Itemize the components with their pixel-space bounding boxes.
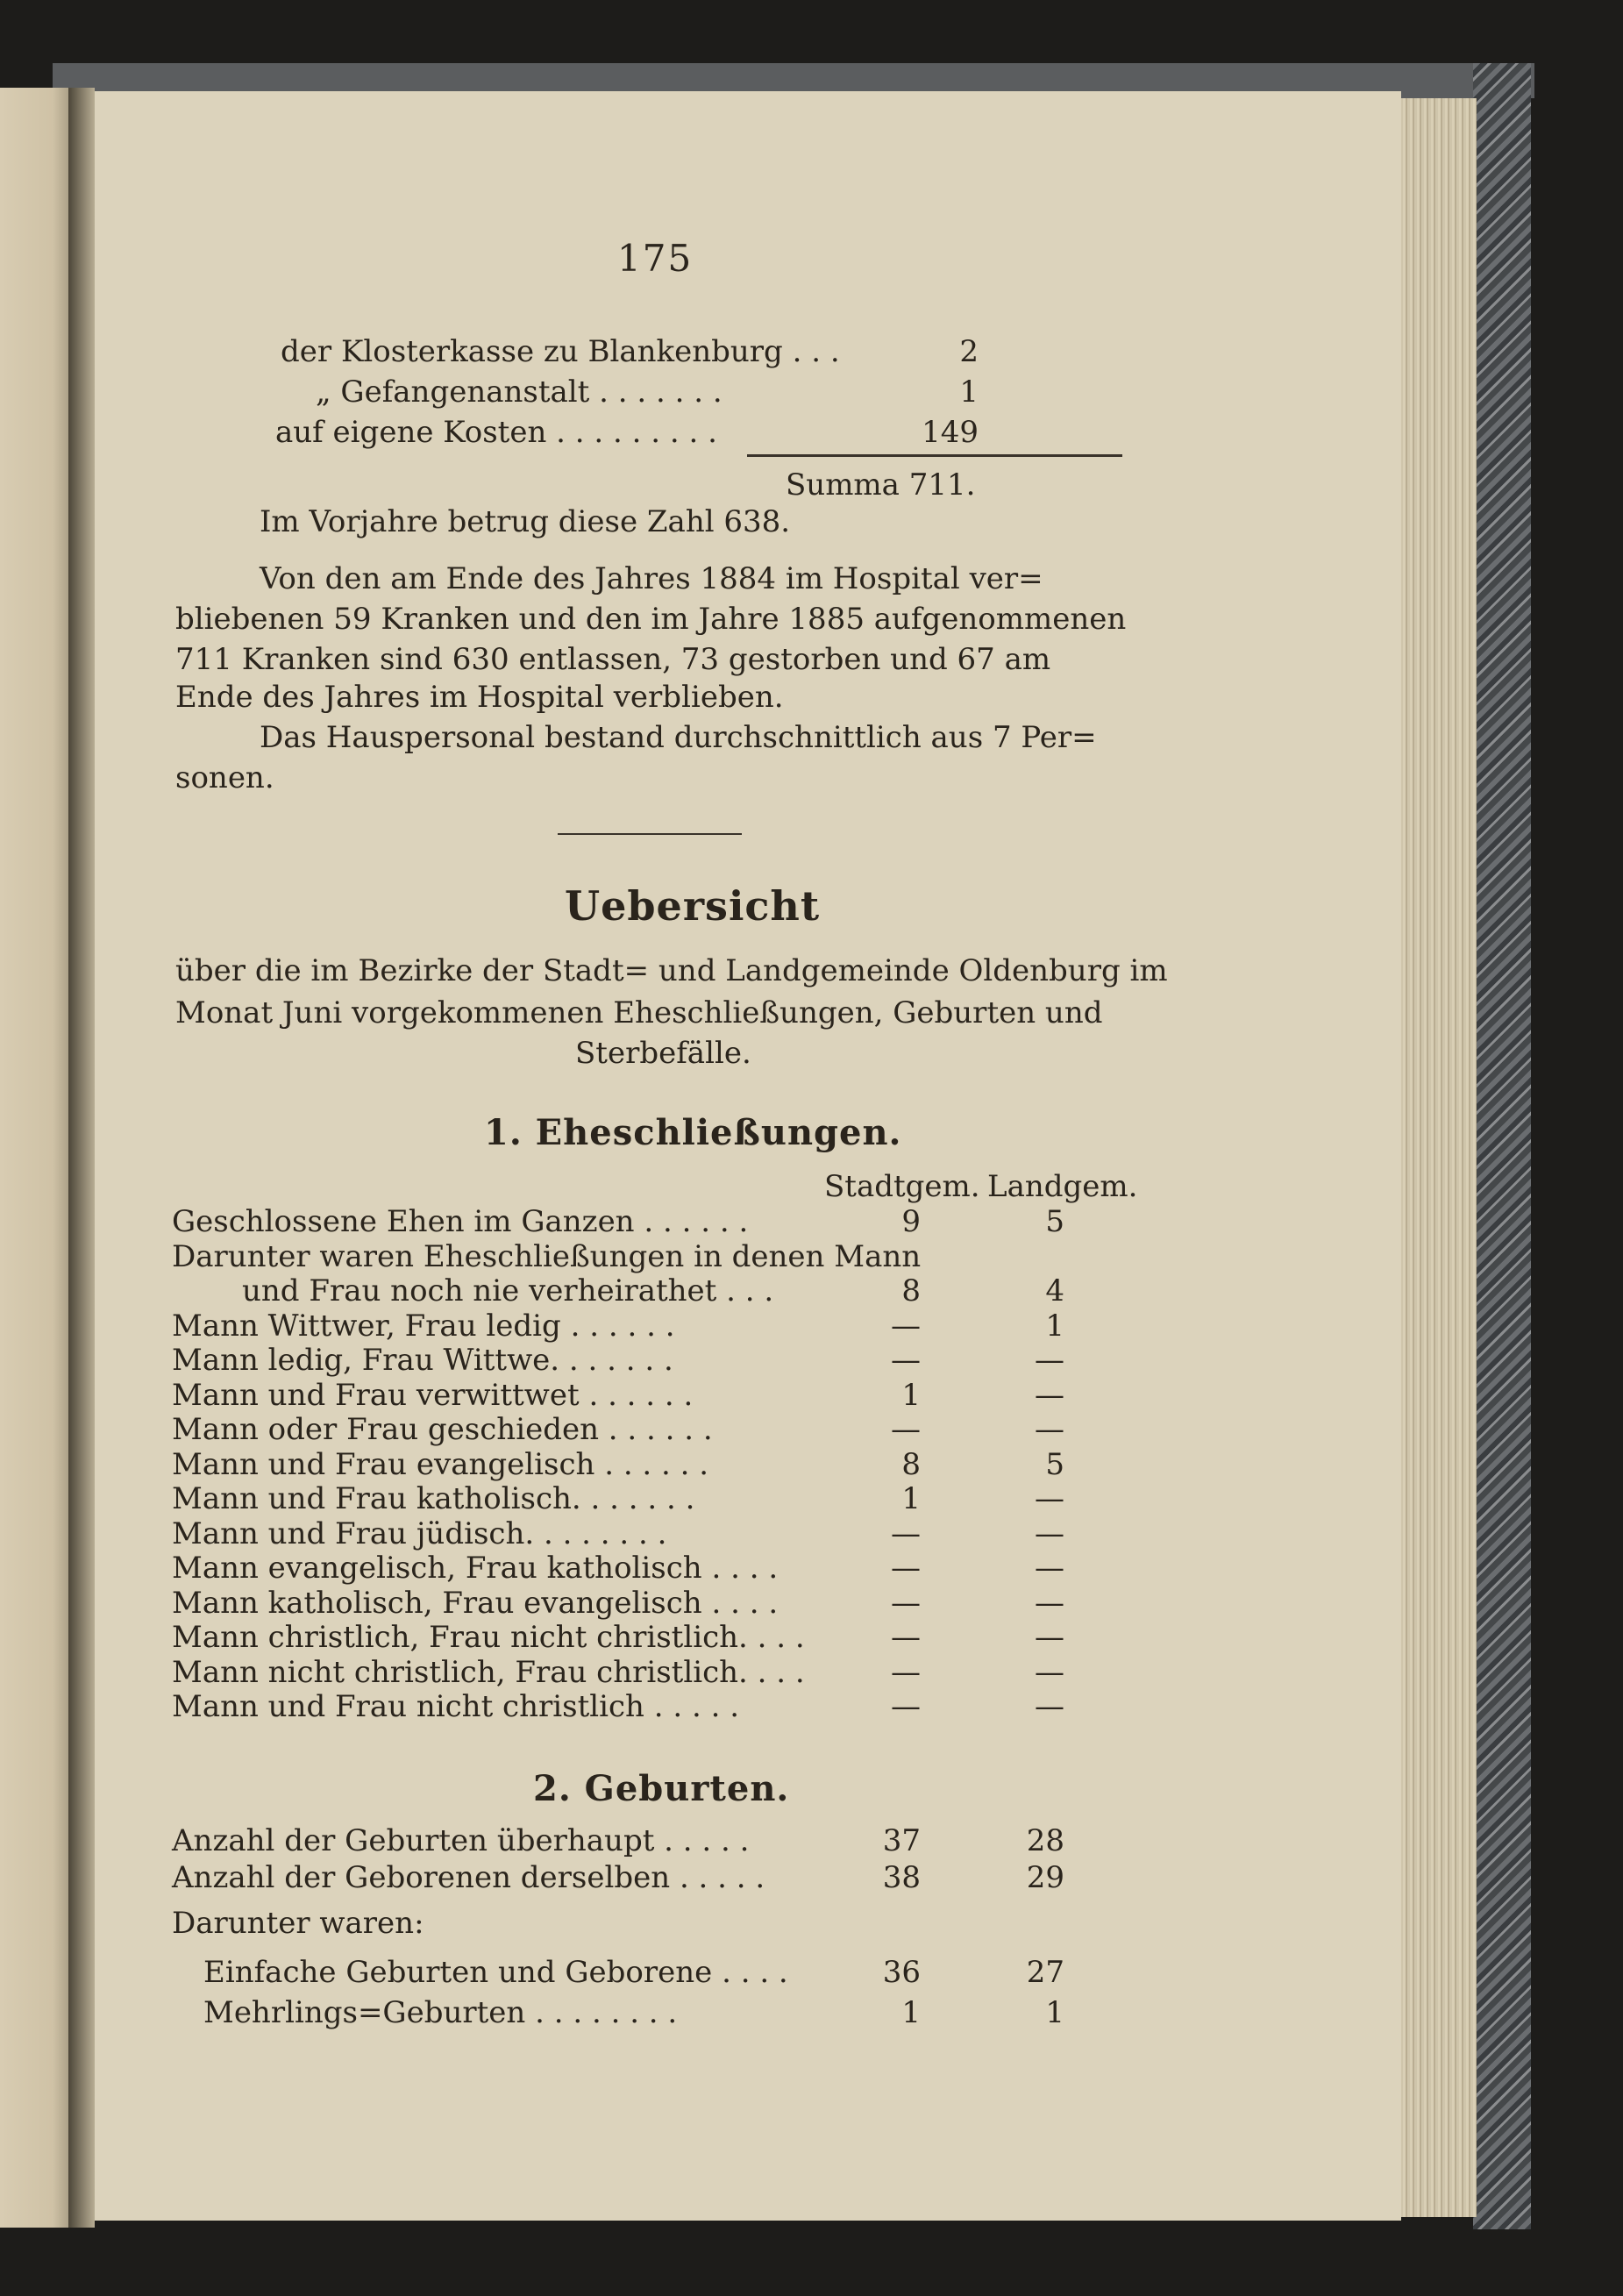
table-cell-stadt: — — [891, 1689, 921, 1724]
table-cell-stadt: — — [891, 1515, 921, 1551]
table-cell-stadt: 9 — [901, 1204, 921, 1239]
table-cell-stadt: — — [891, 1551, 921, 1586]
table-cell-land: — — [1035, 1481, 1064, 1516]
table-cell-land: — — [1035, 1551, 1064, 1586]
page-edges — [1396, 98, 1477, 2217]
table-row-label: Einfache Geburten und Geborene . . . . — [203, 1955, 788, 1990]
table-row-label: Anzahl der Geborenen derselben . . . . . — [172, 1860, 765, 1895]
list-item-value: 149 — [922, 415, 979, 450]
table-cell-stadt: — — [891, 1343, 921, 1378]
darunter-label: Darunter waren: — [172, 1906, 424, 1941]
list-item-label: auf eigene Kosten . . . . . . . . . — [275, 415, 717, 450]
spine-shadow — [68, 88, 95, 2228]
section-heading: 1. Eheschließungen. — [484, 1112, 902, 1153]
table-row-label: Darunter waren Eheschließungen in denen Mann — [172, 1238, 922, 1274]
table-cell-land: 1 — [1045, 1308, 1064, 1344]
table-cell-land: — — [1035, 1620, 1064, 1655]
book-cover-edge — [1473, 63, 1531, 2229]
table-cell-land: 5 — [1045, 1446, 1064, 1482]
table-cell-stadt: — — [891, 1654, 921, 1690]
table-cell-stadt: 1 — [901, 1995, 921, 2030]
table-row-label: Mann evangelisch, Frau katholisch . . . . — [172, 1551, 779, 1586]
table-cell-land: 4 — [1045, 1273, 1064, 1308]
table-cell-stadt: 36 — [882, 1955, 921, 1990]
column-header: Stadtgem. — [824, 1169, 980, 1204]
table-row-label: Mehrlings=Geburten . . . . . . . . — [203, 1995, 678, 2030]
subtitle-line: über die im Bezirke der Stadt= und Landgemeinde Oldenburg im — [175, 953, 1168, 988]
list-item-value: 2 — [959, 334, 979, 369]
subtitle-line: Sterbefälle. — [575, 1036, 751, 1071]
table-cell-stadt: 8 — [901, 1273, 921, 1308]
paragraph-line: sonen. — [175, 760, 274, 795]
list-item-label: „ Gefangenanstalt . . . . . . . — [316, 374, 723, 410]
table-row-label: Mann und Frau verwittwet . . . . . . — [172, 1377, 694, 1413]
paragraph-line: Ende des Jahres im Hospital verblieben. — [175, 680, 784, 715]
paragraph-line: Von den am Ende des Jahres 1884 im Hospital ver= — [260, 561, 1043, 596]
divider — [558, 833, 742, 835]
table-row-label: Mann christlich, Frau nicht christlich. . . . — [172, 1620, 805, 1655]
paragraph-line: Das Hauspersonal bestand durchschnittlich aus 7 Per= — [260, 720, 1097, 755]
table-row-label: und Frau noch nie verheirathet . . . — [242, 1273, 774, 1308]
table-cell-land: — — [1035, 1689, 1064, 1724]
table-cell-stadt: 38 — [882, 1860, 921, 1895]
table-cell-land: 27 — [1026, 1955, 1064, 1990]
table-cell-land: 5 — [1045, 1204, 1064, 1239]
list-item-label: der Klosterkasse zu Blankenburg . . . — [281, 334, 840, 369]
table-cell-stadt: 37 — [882, 1823, 921, 1858]
table-cell-land: — — [1035, 1343, 1064, 1378]
table-row-label: Mann und Frau jüdisch. . . . . . . . — [172, 1515, 667, 1551]
table-cell-stadt: 1 — [901, 1377, 921, 1413]
table-cell-land: — — [1035, 1377, 1064, 1413]
table-row-label: Mann und Frau evangelisch . . . . . . — [172, 1446, 709, 1482]
table-row-label: Mann und Frau nicht christlich . . . . . — [172, 1689, 739, 1724]
subtitle-line: Monat Juni vorgekommenen Eheschließungen, Geburten und — [175, 995, 1103, 1030]
list-item-value: 1 — [959, 374, 979, 410]
page-title: Uebersicht — [565, 882, 821, 930]
table-row-label: Mann katholisch, Frau evangelisch . . . . — [172, 1585, 779, 1621]
table-cell-land: — — [1035, 1412, 1064, 1447]
page — [86, 91, 1401, 2221]
table-row-label: Mann und Frau katholisch. . . . . . . — [172, 1481, 695, 1516]
table-cell-land: 29 — [1026, 1860, 1064, 1895]
paragraph-line: bliebenen 59 Kranken und den im Jahre 1885 aufgenommenen — [175, 602, 1127, 637]
column-header: Landgem. — [987, 1169, 1138, 1204]
table-cell-land: — — [1035, 1585, 1064, 1621]
table-cell-land: 1 — [1045, 1995, 1064, 2030]
left-page — [0, 88, 75, 2228]
table-cell-land: 28 — [1026, 1823, 1064, 1858]
previous-year: Im Vorjahre betrug diese Zahl 638. — [260, 504, 791, 539]
table-row-label: Mann Wittwer, Frau ledig . . . . . . — [172, 1308, 675, 1344]
table-cell-stadt: — — [891, 1620, 921, 1655]
sum-rule — [747, 454, 1122, 457]
paragraph-line: 711 Kranken sind 630 entlassen, 73 gestorben und 67 am — [175, 642, 1051, 677]
table-cell-land: — — [1035, 1515, 1064, 1551]
table-cell-stadt: 1 — [901, 1481, 921, 1516]
table-cell-stadt: — — [891, 1308, 921, 1344]
table-row-label: Anzahl der Geburten überhaupt . . . . . — [172, 1823, 750, 1858]
summa: Summa 711. — [786, 467, 976, 503]
section-heading: 2. Geburten. — [533, 1768, 790, 1809]
table-cell-land: — — [1035, 1654, 1064, 1690]
table-cell-stadt: — — [891, 1585, 921, 1621]
table-row-label: Mann ledig, Frau Wittwe. . . . . . . — [172, 1343, 673, 1378]
table-cell-stadt: 8 — [901, 1446, 921, 1482]
table-cell-stadt: — — [891, 1412, 921, 1447]
page-number: 175 — [617, 237, 694, 280]
table-row-label: Mann nicht christlich, Frau christlich. . . . — [172, 1654, 805, 1690]
table-row-label: Mann oder Frau geschieden . . . . . . — [172, 1412, 713, 1447]
table-row-label: Geschlossene Ehen im Ganzen . . . . . . — [172, 1204, 749, 1239]
